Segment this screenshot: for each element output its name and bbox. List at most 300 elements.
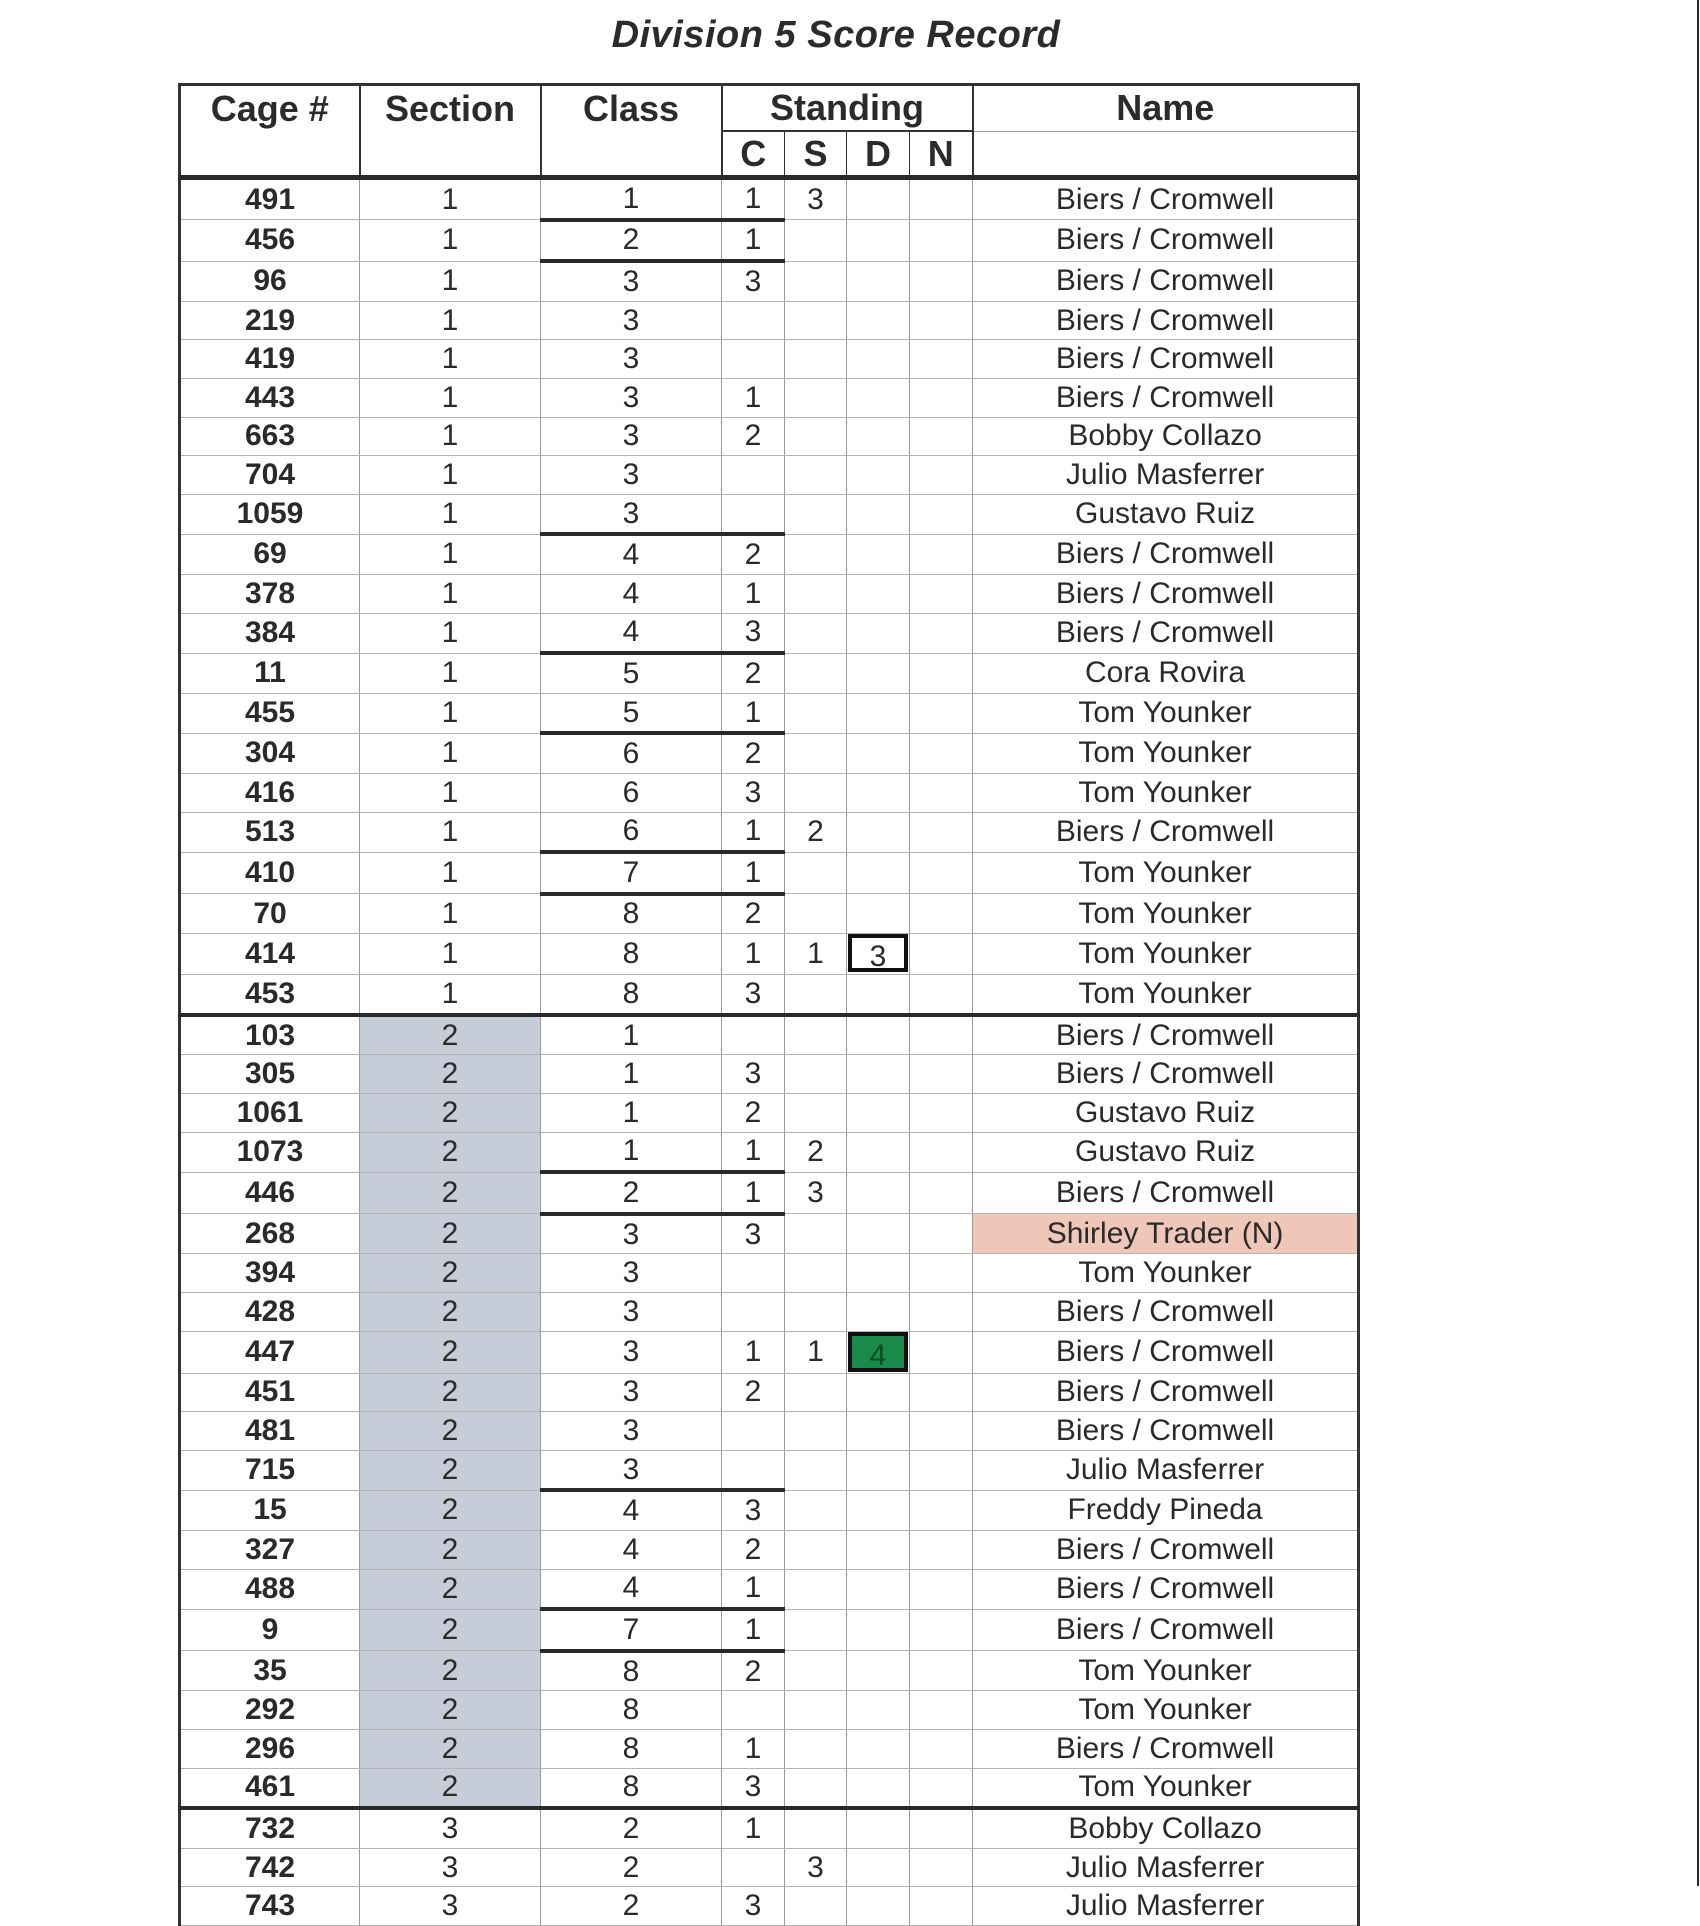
cell-section: 1 [360, 456, 541, 495]
cell-name: Biers / Cromwell [973, 613, 1359, 653]
cell-section: 1 [360, 773, 541, 812]
cell-c [722, 494, 785, 534]
cell-c: 1 [722, 1808, 785, 1848]
cell-n [910, 1015, 973, 1055]
cell-class: 1 [541, 1015, 722, 1055]
cell-section: 1 [360, 261, 541, 301]
cell-name: Biers / Cromwell [973, 178, 1359, 220]
cell-class: 1 [541, 178, 722, 220]
cell-c: 1 [722, 1331, 785, 1373]
cell-d [847, 1848, 910, 1887]
cell-d [847, 1094, 910, 1133]
cell-c: 1 [722, 1172, 785, 1214]
table-row [180, 1132, 1359, 1172]
table-row [180, 1887, 1359, 1926]
cell-n [910, 693, 973, 733]
cell-c: 3 [722, 1055, 785, 1094]
cell-s [785, 574, 847, 613]
cell-d [847, 1569, 910, 1609]
cell-name: Gustavo Ruiz [973, 494, 1359, 534]
cell-c [722, 456, 785, 495]
cell-s [785, 894, 847, 934]
table-body [180, 178, 1359, 1926]
table-row [180, 1373, 1359, 1412]
cell-class: 3 [541, 340, 722, 379]
cell-c [722, 340, 785, 379]
cell-s [785, 1293, 847, 1332]
page-edge [1697, 0, 1699, 1886]
cell-class: 4 [541, 534, 722, 574]
cell-d [847, 417, 910, 456]
cell-class: 5 [541, 693, 722, 733]
cell-cage: 268 [180, 1214, 360, 1254]
cell-name: Biers / Cromwell [973, 1569, 1359, 1609]
cell-name: Gustavo Ruiz [973, 1094, 1359, 1133]
cell-s: 1 [785, 1331, 847, 1373]
cell-section: 1 [360, 693, 541, 733]
cell-d [847, 1293, 910, 1332]
cell-d [847, 378, 910, 417]
cell-cage: 296 [180, 1729, 360, 1768]
cell-n [910, 1768, 973, 1808]
table-row [180, 456, 1359, 495]
cell-n [910, 1651, 973, 1691]
table-row [180, 1055, 1359, 1094]
cell-section: 1 [360, 340, 541, 379]
cell-section: 2 [360, 1293, 541, 1332]
table-row [180, 1172, 1359, 1214]
cell-d [847, 773, 910, 812]
cell-c: 1 [722, 693, 785, 733]
cell-section: 2 [360, 1729, 541, 1768]
cell-s [785, 494, 847, 534]
cell-class: 2 [541, 220, 722, 262]
cell-class: 4 [541, 613, 722, 653]
cell-section: 1 [360, 934, 541, 975]
cell-section: 2 [360, 1490, 541, 1530]
cell-c [722, 1254, 785, 1293]
cell-class: 3 [541, 261, 722, 301]
cell-n [910, 1848, 973, 1887]
cell-d [847, 220, 910, 262]
cell-n [910, 613, 973, 653]
table-row [180, 1651, 1359, 1691]
table-row [180, 1015, 1359, 1055]
cell-name: Tom Younker [973, 733, 1359, 773]
cell-c: 2 [722, 1531, 785, 1570]
cell-d [847, 1172, 910, 1214]
table-row [180, 378, 1359, 417]
cell-class: 1 [541, 1055, 722, 1094]
cell-n [910, 1373, 973, 1412]
cell-s [785, 1094, 847, 1133]
cell-section: 2 [360, 1768, 541, 1808]
cell-s [785, 693, 847, 733]
cell-d [847, 894, 910, 934]
cell-cage: 455 [180, 693, 360, 733]
cell-c: 1 [722, 378, 785, 417]
cell-s [785, 417, 847, 456]
table-row [180, 494, 1359, 534]
cell-name: Shirley Trader (N) [973, 1214, 1359, 1254]
cell-c: 1 [722, 934, 785, 975]
cell-d [847, 934, 910, 975]
cell-n [910, 1450, 973, 1490]
cell-d [847, 574, 910, 613]
cell-n [910, 934, 973, 975]
table-row [180, 773, 1359, 812]
cell-c [722, 1015, 785, 1055]
cell-name: Biers / Cromwell [973, 1015, 1359, 1055]
cell-name: Gustavo Ruiz [973, 1132, 1359, 1172]
cell-d [847, 1531, 910, 1570]
cell-n [910, 1691, 973, 1730]
cell-c [722, 1412, 785, 1451]
cell-c: 1 [722, 178, 785, 220]
cell-s [785, 1808, 847, 1848]
cell-d [847, 1691, 910, 1730]
table-row [180, 261, 1359, 301]
table-row [180, 693, 1359, 733]
cell-n [910, 1531, 973, 1570]
cell-c: 2 [722, 1651, 785, 1691]
cell-name: Tom Younker [973, 1254, 1359, 1293]
cell-name: Biers / Cromwell [973, 220, 1359, 262]
table-row [180, 1768, 1359, 1808]
cell-name: Biers / Cromwell [973, 1531, 1359, 1570]
cell-d [847, 1132, 910, 1172]
cell-name: Julio Masferrer [973, 1887, 1359, 1926]
score-table [178, 83, 1360, 1926]
cell-c: 1 [722, 812, 785, 852]
cell-class: 2 [541, 1172, 722, 1214]
cell-class: 3 [541, 494, 722, 534]
cell-d [847, 301, 910, 340]
cell-s [785, 261, 847, 301]
cell-name: Tom Younker [973, 934, 1359, 975]
cell-class: 8 [541, 894, 722, 934]
cell-cage: 219 [180, 301, 360, 340]
cell-c: 1 [722, 574, 785, 613]
table-row [180, 613, 1359, 653]
cell-d [847, 1651, 910, 1691]
table-row [180, 1293, 1359, 1332]
cell-name: Tom Younker [973, 773, 1359, 812]
cell-name: Biers / Cromwell [973, 1293, 1359, 1332]
cell-s [785, 456, 847, 495]
cell-cage: 488 [180, 1569, 360, 1609]
cell-section: 1 [360, 494, 541, 534]
cell-n [910, 1055, 973, 1094]
cell-section: 1 [360, 178, 541, 220]
cell-c: 3 [722, 975, 785, 1015]
cell-s [785, 1691, 847, 1730]
cell-s [785, 773, 847, 812]
cell-n [910, 1214, 973, 1254]
cell-section: 2 [360, 1373, 541, 1412]
cell-class: 6 [541, 773, 722, 812]
table-row [180, 301, 1359, 340]
cell-s [785, 852, 847, 894]
cell-name: Julio Masferrer [973, 1848, 1359, 1887]
cell-cage: 410 [180, 852, 360, 894]
cell-class: 8 [541, 1691, 722, 1730]
cell-d [847, 1609, 910, 1651]
cell-d [847, 1331, 910, 1373]
cell-name: Biers / Cromwell [973, 1331, 1359, 1373]
cell-section: 2 [360, 1132, 541, 1172]
cell-s [785, 1609, 847, 1651]
table-row [180, 1808, 1359, 1848]
cell-c: 3 [722, 613, 785, 653]
cell-s [785, 340, 847, 379]
table-row [180, 1531, 1359, 1570]
table-row [180, 1569, 1359, 1609]
cell-section: 2 [360, 1094, 541, 1133]
cell-n [910, 1254, 973, 1293]
cell-class: 3 [541, 1412, 722, 1451]
cell-name: Tom Younker [973, 1651, 1359, 1691]
cell-cage: 446 [180, 1172, 360, 1214]
cell-name: Bobby Collazo [973, 1808, 1359, 1848]
cell-cage: 451 [180, 1373, 360, 1412]
cell-n [910, 178, 973, 220]
cell-name: Julio Masferrer [973, 456, 1359, 495]
header-name: Name [973, 85, 1359, 132]
cell-s [785, 733, 847, 773]
table-row [180, 1214, 1359, 1254]
table-row [180, 178, 1359, 220]
table-row [180, 975, 1359, 1015]
cell-c: 3 [722, 1768, 785, 1808]
cell-n [910, 1808, 973, 1848]
cell-section: 2 [360, 1609, 541, 1651]
table-header [180, 85, 1359, 178]
cell-name: Bobby Collazo [973, 417, 1359, 456]
cell-class: 8 [541, 1768, 722, 1808]
cell-name: Cora Rovira [973, 653, 1359, 693]
cell-s: 2 [785, 1132, 847, 1172]
cell-n [910, 1094, 973, 1133]
cell-n [910, 773, 973, 812]
cell-c: 2 [722, 894, 785, 934]
cell-s [785, 534, 847, 574]
cell-cage: 447 [180, 1331, 360, 1373]
cell-cage: 69 [180, 534, 360, 574]
cell-d [847, 733, 910, 773]
cell-s [785, 378, 847, 417]
cell-section: 1 [360, 301, 541, 340]
cell-name: Biers / Cromwell [973, 1172, 1359, 1214]
cell-c: 2 [722, 1094, 785, 1133]
table-row [180, 1490, 1359, 1530]
cell-c: 1 [722, 1132, 785, 1172]
cell-d [847, 534, 910, 574]
cell-cage: 419 [180, 340, 360, 379]
cell-name: Tom Younker [973, 894, 1359, 934]
cell-s [785, 1450, 847, 1490]
cell-class: 3 [541, 1450, 722, 1490]
cell-class: 3 [541, 301, 722, 340]
table-row [180, 653, 1359, 693]
cell-class: 3 [541, 1293, 722, 1332]
cell-s: 2 [785, 812, 847, 852]
cell-class: 3 [541, 378, 722, 417]
cell-s [785, 1055, 847, 1094]
cell-class: 1 [541, 1094, 722, 1133]
table-row [180, 417, 1359, 456]
cell-section: 3 [360, 1887, 541, 1926]
cell-n [910, 975, 973, 1015]
cell-cage: 304 [180, 733, 360, 773]
cell-c [722, 1848, 785, 1887]
cell-cage: 305 [180, 1055, 360, 1094]
header-cage: Cage # [180, 85, 360, 178]
table-row [180, 1848, 1359, 1887]
table-row [180, 1450, 1359, 1490]
cell-n [910, 894, 973, 934]
cell-c: 1 [722, 1729, 785, 1768]
table-row [180, 812, 1359, 852]
cell-section: 1 [360, 220, 541, 262]
cell-d [847, 613, 910, 653]
cell-d [847, 494, 910, 534]
cell-n [910, 1132, 973, 1172]
header-standing: Standing [722, 85, 973, 132]
cell-s [785, 301, 847, 340]
cell-class: 3 [541, 1214, 722, 1254]
cell-d [847, 340, 910, 379]
cell-s [785, 1214, 847, 1254]
cell-name: Biers / Cromwell [973, 261, 1359, 301]
cell-d [847, 1887, 910, 1926]
cell-n [910, 378, 973, 417]
cell-cage: 9 [180, 1609, 360, 1651]
cell-name: Tom Younker [973, 1691, 1359, 1730]
cell-n [910, 220, 973, 262]
cell-section: 2 [360, 1055, 541, 1094]
cell-n [910, 812, 973, 852]
cell-section: 1 [360, 378, 541, 417]
cell-d [847, 1412, 910, 1451]
cell-cage: 394 [180, 1254, 360, 1293]
cell-c: 3 [722, 773, 785, 812]
cell-section: 2 [360, 1651, 541, 1691]
cell-cage: 384 [180, 613, 360, 653]
page-title: Division 5 Score Record [611, 14, 1061, 56]
cell-d [847, 1450, 910, 1490]
cell-section: 1 [360, 975, 541, 1015]
cell-section: 3 [360, 1848, 541, 1887]
cell-n [910, 1609, 973, 1651]
cell-d [847, 812, 910, 852]
cell-s [785, 1651, 847, 1691]
cell-class: 8 [541, 1651, 722, 1691]
cell-name: Julio Masferrer [973, 1450, 1359, 1490]
cell-name: Biers / Cromwell [973, 1055, 1359, 1094]
cell-section: 2 [360, 1172, 541, 1214]
cell-cage: 456 [180, 220, 360, 262]
cell-n [910, 1887, 973, 1926]
cell-s [785, 1569, 847, 1609]
cell-c: 2 [722, 653, 785, 693]
cell-c: 1 [722, 1569, 785, 1609]
cell-class: 3 [541, 456, 722, 495]
table-row [180, 733, 1359, 773]
cell-class: 4 [541, 1531, 722, 1570]
cell-cage: 327 [180, 1531, 360, 1570]
cell-cage: 491 [180, 178, 360, 220]
cell-n [910, 261, 973, 301]
cell-c: 1 [722, 1609, 785, 1651]
header-standing-c: C [722, 131, 785, 178]
cell-d [847, 1768, 910, 1808]
header-class: Class [541, 85, 722, 178]
table-row [180, 1729, 1359, 1768]
cell-class: 7 [541, 1609, 722, 1651]
cell-section: 1 [360, 653, 541, 693]
cell-section: 1 [360, 852, 541, 894]
cell-class: 8 [541, 975, 722, 1015]
cell-name: Biers / Cromwell [973, 534, 1359, 574]
cell-class: 6 [541, 812, 722, 852]
cell-section: 1 [360, 812, 541, 852]
cell-d [847, 852, 910, 894]
cell-cage: 443 [180, 378, 360, 417]
cell-d [847, 261, 910, 301]
cell-cage: 743 [180, 1887, 360, 1926]
cell-n [910, 653, 973, 693]
cell-name: Tom Younker [973, 975, 1359, 1015]
cell-n [910, 733, 973, 773]
cell-d [847, 178, 910, 220]
cell-class: 3 [541, 1331, 722, 1373]
table-row [180, 1691, 1359, 1730]
cell-class: 8 [541, 1729, 722, 1768]
cell-s [785, 653, 847, 693]
cell-d [847, 693, 910, 733]
cell-name: Biers / Cromwell [973, 340, 1359, 379]
cell-n [910, 1729, 973, 1768]
cell-cage: 416 [180, 773, 360, 812]
cell-n [910, 494, 973, 534]
cell-class: 8 [541, 934, 722, 975]
cell-name: Biers / Cromwell [973, 1373, 1359, 1412]
cell-cage: 378 [180, 574, 360, 613]
cell-class: 2 [541, 1848, 722, 1887]
table-row [180, 1412, 1359, 1451]
cell-section: 2 [360, 1412, 541, 1451]
cell-c [722, 1691, 785, 1730]
cell-c: 1 [722, 852, 785, 894]
cell-s: 1 [785, 934, 847, 975]
table-row [180, 1609, 1359, 1651]
cell-name: Biers / Cromwell [973, 1412, 1359, 1451]
cell-s [785, 1412, 847, 1451]
cell-n [910, 456, 973, 495]
cell-n [910, 1412, 973, 1451]
standing-d-box: 3 [848, 934, 908, 972]
cell-name: Biers / Cromwell [973, 1609, 1359, 1651]
cell-section: 1 [360, 733, 541, 773]
cell-d [847, 456, 910, 495]
cell-cage: 453 [180, 975, 360, 1015]
cell-cage: 103 [180, 1015, 360, 1055]
header-standing-d: D [847, 131, 910, 178]
cell-d [847, 1729, 910, 1768]
cell-cage: 428 [180, 1293, 360, 1332]
cell-s [785, 1373, 847, 1412]
